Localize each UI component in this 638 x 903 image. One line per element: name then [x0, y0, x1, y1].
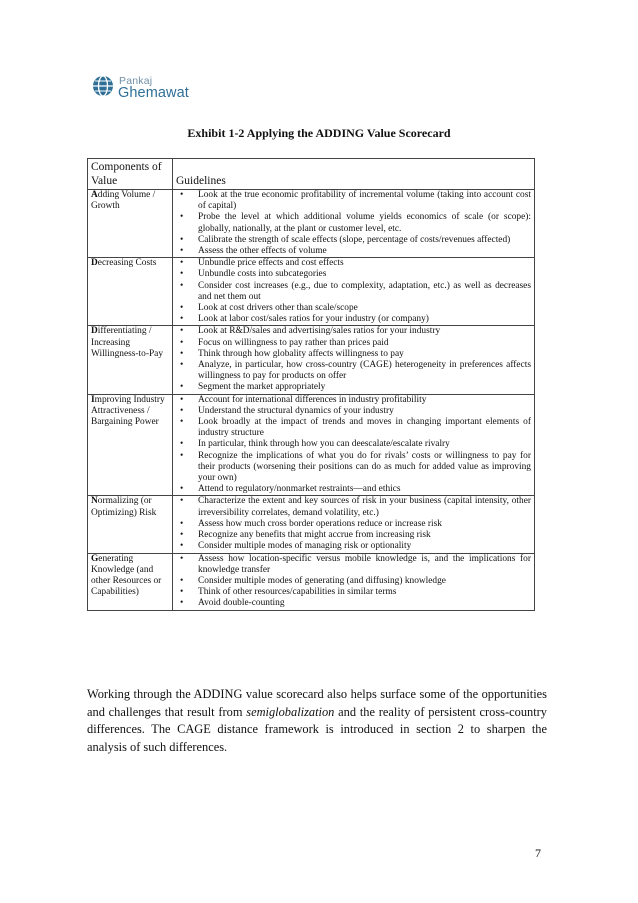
guideline-item	[176, 451, 531, 485]
guideline-text: Assess how location-specific versus mobile knowledge is, and the implications for knowledge transfer	[198, 553, 531, 575]
component-cell	[88, 326, 173, 394]
guideline-item	[176, 554, 531, 576]
guideline-item	[176, 439, 531, 450]
body-paragraph	[87, 686, 547, 756]
component-initial: D	[91, 258, 98, 269]
component-initial: N	[91, 496, 98, 507]
guideline-text: Unbundle costs into subcategories	[198, 269, 327, 280]
guideline-text: Segment the market appropriately	[198, 382, 326, 393]
guideline-text: Think through how globality affects willingness to pay	[198, 348, 404, 359]
bullet-icon: •	[180, 518, 184, 529]
bullet-icon: •	[180, 450, 184, 461]
guideline-item	[176, 395, 531, 406]
guideline-text: Calibrate the strength of scale effects (slope, percentage of costs/revenues affected)	[198, 234, 511, 245]
guidelines-cell	[173, 553, 535, 610]
guideline-item	[176, 314, 531, 325]
guidelines-cell	[173, 496, 535, 553]
guideline-text: Look broadly at the impact of trends and moves in changing important elements of industry structure	[198, 417, 531, 439]
guideline-item	[176, 484, 531, 495]
bullet-icon: •	[180, 587, 184, 598]
guideline-list	[176, 258, 531, 325]
guideline-item	[176, 190, 531, 212]
bullet-icon: •	[180, 553, 184, 564]
guideline-text: Assess how much cross border operations reduce or increase risk	[198, 518, 442, 529]
bullet-icon: •	[180, 575, 184, 586]
guideline-text: Look at the true economic profitability of incremental volume (taking into account cost of capital)	[198, 190, 531, 212]
table-header-row	[88, 159, 535, 190]
bullet-icon: •	[180, 360, 184, 371]
guideline-item	[176, 338, 531, 349]
guideline-item	[176, 406, 531, 417]
guideline-text: Recognize any benefits that might accrue from increasing risk	[198, 530, 431, 541]
bullet-icon: •	[180, 496, 184, 507]
bullet-icon: •	[180, 303, 184, 314]
guideline-item	[176, 598, 531, 609]
exhibit-title: Exhibit 1-2 Applying the ADDING Value Scorecard	[187, 126, 451, 140]
component-cell	[88, 496, 173, 553]
guideline-list	[176, 496, 531, 552]
guideline-item	[176, 212, 531, 234]
page-number: 7	[535, 846, 541, 860]
guidelines-cell	[173, 394, 535, 496]
guidelines-cell	[173, 190, 535, 258]
guideline-text: Look at labor cost/sales ratios for your industry (or company)	[198, 314, 429, 325]
header-guidelines: Guidelines	[173, 159, 535, 190]
bullet-icon: •	[180, 326, 184, 337]
table-row	[88, 553, 535, 610]
guideline-text: Recognize the implications of what you do for rivals’ costs or willingness to pay for their products (worsening their positions can do as much for added value as improving your own)	[198, 450, 531, 484]
bullet-icon: •	[180, 382, 184, 393]
guideline-text: Think of other resources/capabilities in similar terms	[198, 587, 397, 598]
guideline-text: Look at cost drivers other than scale/scope	[198, 303, 358, 314]
guideline-text: Account for international differences in industry profitability	[198, 394, 427, 405]
guideline-list	[176, 554, 531, 610]
component-initial: G	[91, 553, 99, 564]
guideline-text: Understand the structural dynamics of your industry	[198, 405, 394, 416]
component-label: ifferentiating / Increasing Willingness-to-Pay	[91, 326, 164, 359]
guideline-item	[176, 382, 531, 393]
bullet-icon: •	[180, 348, 184, 359]
header-components: Components of Value	[88, 159, 173, 190]
component-label: ecreasing Costs	[97, 258, 157, 269]
bullet-icon: •	[180, 598, 184, 609]
component-cell	[88, 190, 173, 258]
guideline-text: Attend to regulatory/nonmarket restraints—and ethics	[198, 484, 401, 495]
guideline-text: In particular, think through how you can deescalate/escalate rivalry	[198, 439, 450, 450]
guideline-text: Focus on willingness to pay rather than prices paid	[198, 337, 389, 348]
guideline-item	[176, 496, 531, 518]
guideline-item	[176, 281, 531, 303]
bullet-icon: •	[180, 484, 184, 495]
component-cell	[88, 394, 173, 496]
table-row	[88, 394, 535, 496]
component-label: enerating Knowledge (and other Resources or Capabilities)	[91, 553, 162, 598]
paragraph-emphasis: semiglobalization	[246, 704, 335, 719]
bullet-icon: •	[180, 269, 184, 280]
guideline-item	[176, 349, 531, 360]
component-initial: A	[91, 190, 98, 200]
bullet-icon: •	[180, 439, 184, 450]
guideline-list	[176, 395, 531, 496]
paragraph-text: Working through the ADDING value scorecard also helps surface some of the opportunities and challenges that result from	[87, 687, 547, 719]
guideline-list	[176, 326, 531, 393]
table-row	[88, 496, 535, 553]
guideline-item	[176, 360, 531, 382]
table-row	[88, 190, 535, 258]
bullet-icon: •	[180, 417, 184, 428]
bullet-icon: •	[180, 394, 184, 405]
component-label: ormalizing (or Optimizing) Risk	[91, 496, 157, 518]
guidelines-cell	[173, 326, 535, 394]
paragraph-text-end: and the reality of persistent cross-country differences. The CAGE distance framework is introduced in section 2 to sharpen the analysis of such differences.	[87, 704, 547, 754]
guideline-item	[176, 576, 531, 587]
component-label: mproving Industry Attractiveness / Bargaining Power	[91, 394, 165, 428]
table-row	[88, 326, 535, 394]
guideline-item	[176, 269, 531, 280]
guidelines-cell	[173, 258, 535, 326]
guideline-item	[176, 587, 531, 598]
guideline-item	[176, 530, 531, 541]
component-initial: I	[91, 394, 95, 405]
bullet-icon: •	[180, 530, 184, 541]
guideline-list	[176, 190, 531, 257]
guideline-text: Look at R&D/sales and advertising/sales ratios for your industry	[198, 326, 441, 337]
guideline-text: Assess the other effects of volume	[198, 246, 327, 257]
component-initial: D	[91, 326, 98, 337]
guideline-text: Analyze, in particular, how cross-country (CAGE) heterogeneity in preferences affects willingness to pay for products on offer	[198, 360, 531, 382]
logo-first-name: Pankaj	[119, 75, 153, 87]
bullet-icon: •	[180, 541, 184, 552]
guideline-item	[176, 246, 531, 257]
bullet-icon: •	[180, 190, 184, 200]
guideline-text: Probe the level at which additional volume yields economics of scale (or scope): globally, nationally, at the plant or customer level, etc.	[198, 212, 531, 234]
table-row	[88, 258, 535, 326]
guideline-item	[176, 541, 531, 552]
guideline-item	[176, 326, 531, 337]
guideline-item	[176, 417, 531, 439]
guideline-item	[176, 258, 531, 269]
bullet-icon: •	[180, 337, 184, 348]
bullet-icon: •	[180, 314, 184, 325]
component-cell	[88, 553, 173, 610]
guideline-item	[176, 519, 531, 530]
component-cell	[88, 258, 173, 326]
guideline-text: Unbundle price effects and cost effects	[198, 258, 344, 269]
logo-last-name: Ghemawat	[118, 85, 189, 101]
author-logo	[92, 74, 212, 108]
component-label: dding Volume / Growth	[91, 190, 156, 212]
guideline-text: Avoid double-counting	[198, 598, 285, 609]
bullet-icon: •	[180, 258, 184, 269]
guideline-text: Characterize the extent and key sources of risk in your business (capital intensity, other irreversibility correlates, demand volatility, etc.)	[198, 496, 531, 518]
globe-icon	[92, 75, 114, 97]
guideline-text: Consider cost increases (e.g., due to complexity, adaptation, etc.) as well as decreases and net them out	[198, 280, 531, 302]
table-body	[88, 190, 535, 611]
guideline-item	[176, 235, 531, 246]
bullet-icon: •	[180, 212, 184, 223]
bullet-icon: •	[180, 234, 184, 245]
bullet-icon: •	[180, 246, 184, 257]
guideline-text: Consider multiple modes of generating (and diffusing) knowledge	[198, 575, 446, 586]
bullet-icon: •	[180, 280, 184, 291]
bullet-icon: •	[180, 405, 184, 416]
guideline-text: Consider multiple modes of managing risk or optionality	[198, 541, 412, 552]
guideline-item	[176, 303, 531, 314]
adding-scorecard-table	[87, 158, 535, 611]
